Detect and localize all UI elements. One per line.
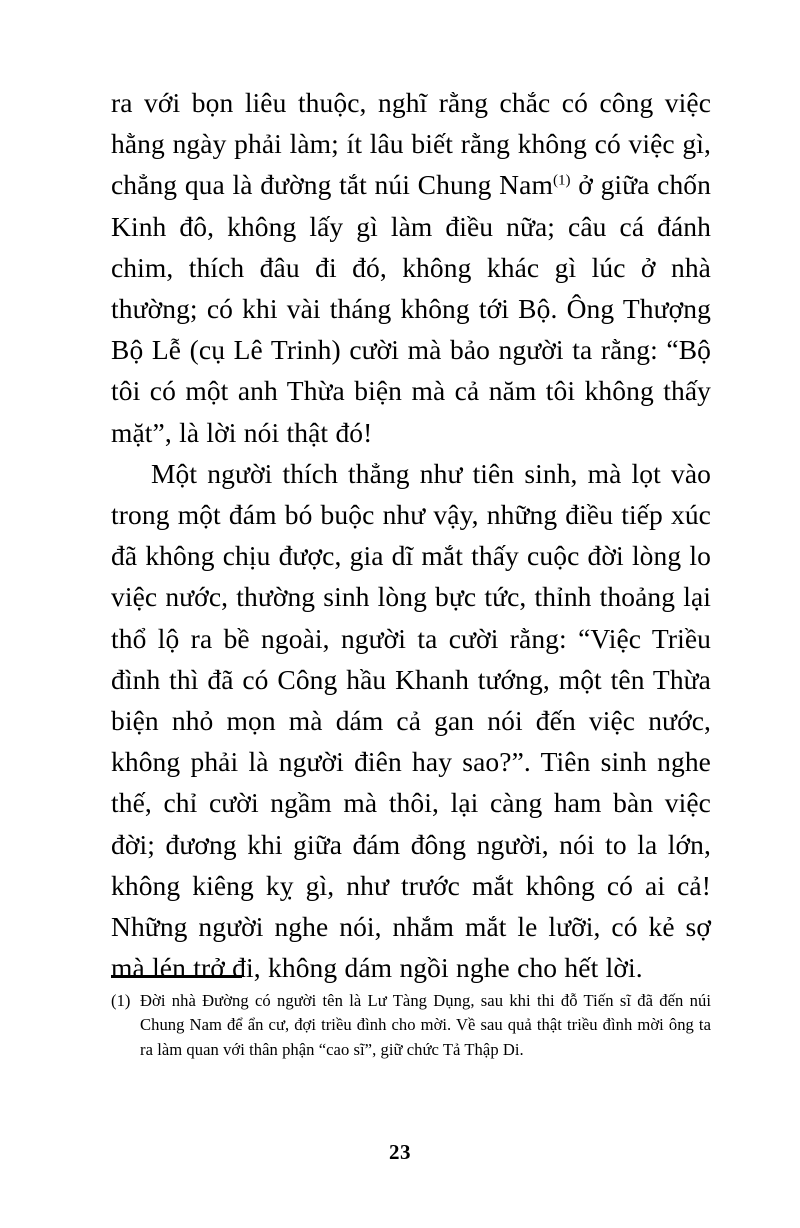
paragraph-1-text-before-footnote-ref: ra với bọn liêu thuộc, nghĩ rằng chắc có công việc hằng ngày phải làm; ít lâu biết rằng không có việc gì, chẳng qua là đường tắt núi Chung Nam <box>111 87 711 201</box>
footnote-reference-1[interactable]: (1) <box>552 173 571 190</box>
page-body-text <box>111 82 711 988</box>
footnote-text-1: Đời nhà Đường có người tên là Lư Tàng Dụng, sau khi thi đỗ Tiến sĩ đã đến núi Chung Nam để ẩn cư, đợi triều đình cho mời. Về sau quả thật triều đình mời ông ta ra làm quan với thân phận “cao sĩ”, giữ chức Tả Thập Di. <box>140 991 711 1059</box>
footnote-item <box>111 989 711 1062</box>
footnote-marker-1: (1) <box>111 991 131 1010</box>
body-paragraph-1 <box>111 82 711 453</box>
paragraph-1-text-after-footnote-ref: ở giữa chốn Kinh đô, không lấy gì làm điều nữa; câu cá đánh chim, thích đâu đi đó, không khác gì lúc ở nhà thường; có khi vài tháng không tới Bộ. Ông Thượng Bộ Lễ (cụ Lê Trinh) cười mà bảo người ta rằng: “Bộ tôi có một anh Thừa biện mà cả năm tôi không thấy mặt”, là lời nói thật đó! <box>111 169 711 448</box>
body-paragraph-2: Một người thích thẳng như tiên sinh, mà lọt vào trong một đám bó buộc như vậy, những điều tiếp xúc đã không chịu được, gia dĩ mắt thấy cuộc đời lòng lo việc nước, thường sinh lòng bực tức, thỉnh thoảng lại thổ lộ ra bề ngoài, người ta cười rằng: “Việc Triều đình thì đã có Công hầu Khanh tướng, một tên Thừa biện nhỏ mọn mà dám cả gan nói đến việc nước, không phải là người điên hay sao?”. Tiên sinh nghe thế, chỉ cười ngầm mà thôi, lại càng ham bàn việc đời; đương khi giữa đám đông người, nói to la lớn, không kiêng kỵ gì, như trước mắt không có ai cả! Những người nghe nói, nhắm mắt le lưỡi, có kẻ sợ mà lén trở đi, không dám ngồi nghe cho hết lời. <box>111 457 711 984</box>
footnote-separator-rule <box>111 975 242 978</box>
page-number: 23 <box>389 1140 411 1164</box>
footnote-section <box>111 975 711 1062</box>
